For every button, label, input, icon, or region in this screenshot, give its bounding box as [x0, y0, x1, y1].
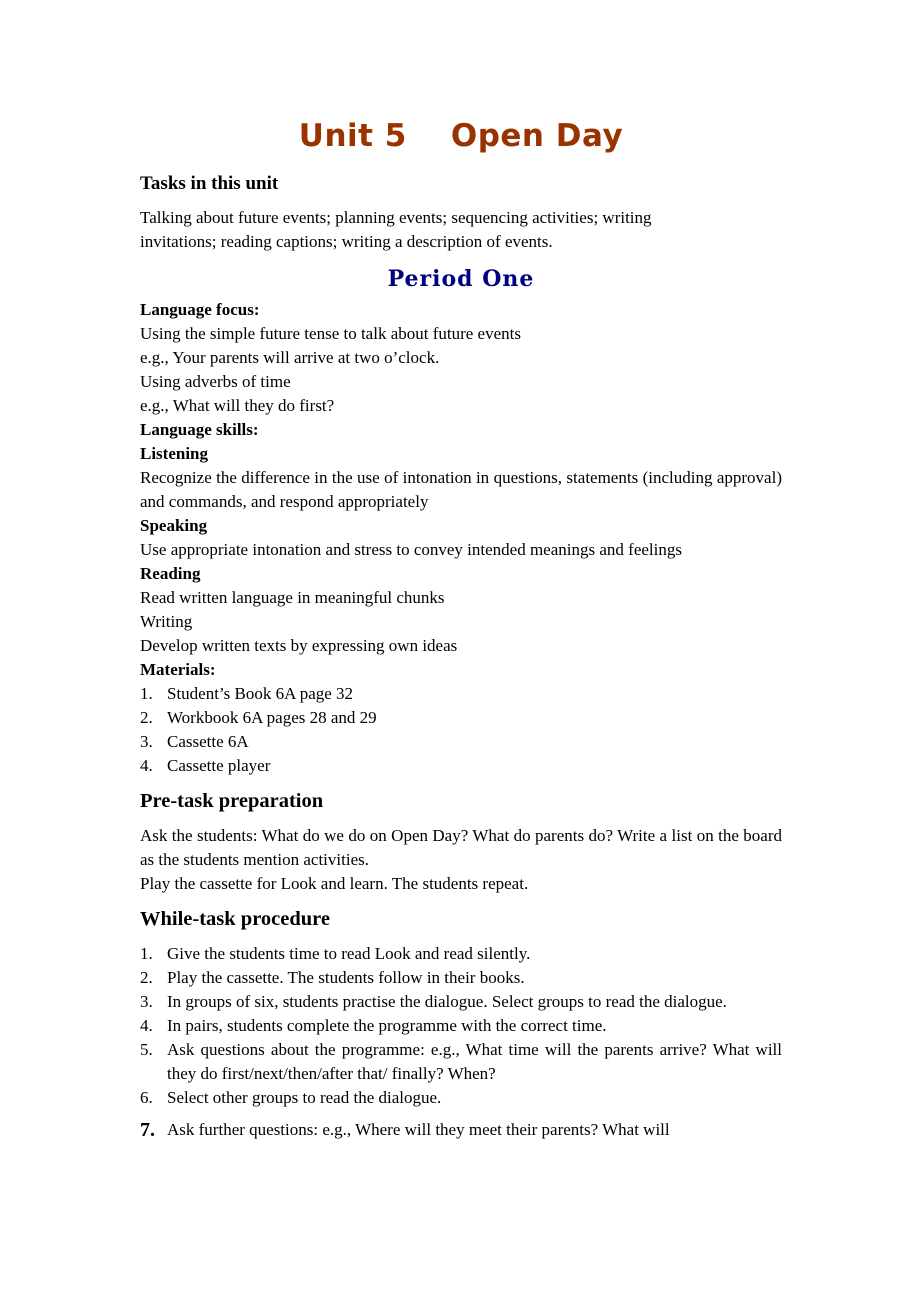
item-number: 5.	[140, 1040, 153, 1059]
item-text: Select other groups to read the dialogue.	[167, 1088, 442, 1107]
item-number: 1.	[140, 684, 153, 703]
list-item	[140, 682, 782, 706]
listening-text: Recognize the difference in the use of intonation in questions, statements (including approval) and commands, and respond appropriately	[140, 468, 782, 511]
language-focus-line: Using adverbs of time	[140, 372, 291, 391]
language-focus-line: Using the simple future tense to talk about future events	[140, 324, 521, 343]
item-text: Cassette 6A	[167, 732, 249, 751]
item-text: Ask questions about the programme: e.g., What time will the parents arrive? What will they do first/next/then/after that/ finally? When?	[167, 1040, 782, 1083]
list-item	[140, 990, 782, 1014]
speaking-label: Speaking	[140, 516, 208, 535]
materials-list	[140, 682, 782, 778]
item-text: Give the students time to read Look and read silently.	[167, 944, 531, 963]
list-item	[140, 942, 782, 966]
list-item	[140, 1038, 782, 1086]
language-focus-line: e.g., What will they do first?	[140, 396, 335, 415]
item-number: 3.	[140, 732, 153, 751]
item-text: Ask further questions: e.g., Where will they meet their parents? What will	[167, 1120, 670, 1139]
listening-label: Listening	[140, 444, 209, 463]
period-heading: Period One	[387, 266, 535, 292]
item-text: In groups of six, students practise the dialogue. Select groups to read the dialogue.	[167, 992, 727, 1011]
speaking-text: Use appropriate intonation and stress to convey intended meanings and feelings	[140, 540, 682, 559]
language-focus-heading: Language focus:	[140, 300, 260, 319]
item-number: 3.	[140, 992, 153, 1011]
list-item	[140, 706, 782, 730]
list-item	[140, 1086, 782, 1110]
tasks-line-1: Talking about future events; planning events; sequencing activities; writing	[140, 208, 652, 227]
item-text: Cassette player	[167, 756, 271, 775]
item-number: 6.	[140, 1088, 153, 1107]
while-task-list	[140, 942, 782, 1142]
writing-label: Writing	[140, 612, 193, 631]
item-text: Play the cassette. The students follow in their books.	[167, 968, 525, 987]
item-number: 2.	[140, 708, 153, 727]
list-item	[140, 1014, 782, 1038]
reading-label: Reading	[140, 564, 201, 583]
list-item	[140, 754, 782, 778]
writing-text: Develop written texts by expressing own ideas	[140, 636, 458, 655]
document-content	[140, 110, 782, 1142]
unit-name: Open Day	[450, 118, 624, 154]
list-item	[140, 730, 782, 754]
unit-title	[140, 110, 782, 162]
tasks-heading: Tasks in this unit	[140, 173, 279, 194]
language-skills-heading: Language skills:	[140, 420, 259, 439]
item-text: Workbook 6A pages 28 and 29	[167, 708, 377, 727]
list-item	[140, 966, 782, 990]
item-number: 1.	[140, 944, 153, 963]
while-task-heading: While-task procedure	[140, 908, 331, 930]
item-text: Student’s Book 6A page 32	[167, 684, 354, 703]
language-focus-line: e.g., Your parents will arrive at two o’clock.	[140, 348, 440, 367]
pre-task-paragraph: Play the cassette for Look and learn. The students repeat.	[140, 874, 529, 893]
unit-number: Unit 5	[298, 118, 407, 154]
item-number: 2.	[140, 968, 153, 987]
item-number: 4.	[140, 756, 153, 775]
list-item	[140, 1118, 782, 1142]
item-text: In pairs, students complete the programme with the correct time.	[167, 1016, 607, 1035]
materials-heading: Materials:	[140, 660, 216, 679]
item-number: 4.	[140, 1016, 153, 1035]
pre-task-paragraph: Ask the students: What do we do on Open Day? What do parents do? Write a list on the board as the students mention activities.	[140, 826, 782, 869]
tasks-line-2: invitations; reading captions; writing a description of events.	[140, 232, 553, 251]
item-number: 7.	[140, 1119, 155, 1141]
pre-task-heading: Pre-task preparation	[140, 790, 324, 812]
reading-text: Read written language in meaningful chunks	[140, 588, 445, 607]
